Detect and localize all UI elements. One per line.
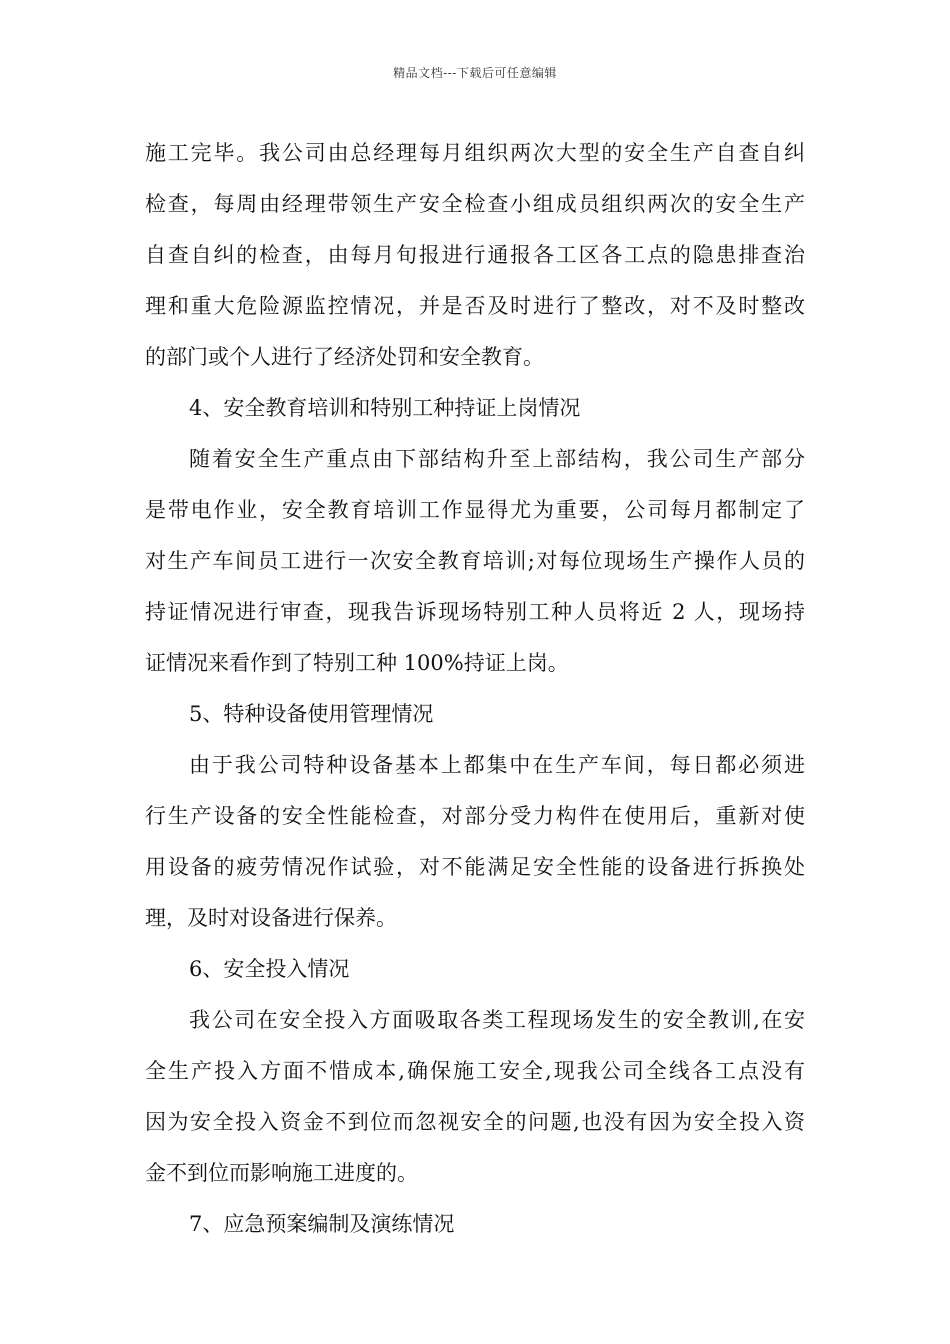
paragraph-line: 的部门或个人进行了经济处罚和安全教育。	[145, 345, 544, 369]
paragraph-line: 理，及时对设备进行保养。	[145, 906, 397, 930]
paragraph-line: 因为安全投入资金不到位而忽视安全的问题,也没有因为安全投入资	[145, 1110, 805, 1134]
paragraph-line: 用设备的疲劳情况作试验，对不能满足安全性能的设备进行拆换处	[145, 855, 805, 879]
section-heading: 7、应急预案编制及演练情况	[189, 1212, 455, 1236]
paragraph-line: 行生产设备的安全性能检查，对部分受力构件在使用后，重新对使	[145, 804, 805, 828]
paragraph-line: 施工完毕。我公司由总经理每月组织两次大型的安全生产自查自纠	[145, 141, 805, 165]
paragraph-line: 全生产投入方面不惜成本,确保施工安全,现我公司全线各工点没有	[145, 1059, 805, 1083]
paragraph-line: 金不到位而影响施工进度的。	[145, 1161, 418, 1185]
section-heading: 5、特种设备使用管理情况	[189, 702, 434, 726]
document-body	[145, 128, 805, 1250]
paragraph-line: 理和重大危险源监控情况，并是否及时进行了整改，对不及时整改	[145, 294, 805, 318]
paragraph-line: 检查，每周由经理带领生产安全检查小组成员组织两次的安全生产	[145, 192, 805, 216]
page-header: 精品文档---下载后可任意编辑	[393, 66, 557, 80]
section-heading: 6、安全投入情况	[189, 957, 350, 981]
paragraph-line: 证情况来看作到了特别工种 100%持证上岗。	[145, 651, 569, 675]
section-heading: 4、安全教育培训和特别工种持证上岗情况	[189, 396, 581, 420]
paragraph-line: 随着安全生产重点由下部结构升至上部结构，我公司生产部分	[189, 447, 805, 471]
paragraph-line: 自查自纠的检查，由每月旬报进行通报各工区各工点的隐患排查治	[145, 243, 805, 267]
paragraph-line: 持证情况进行审查，现我告诉现场特别工种人员将近 2 人，现场持	[145, 600, 805, 624]
paragraph-line: 我公司在安全投入方面吸取各类工程现场发生的安全教训,在安	[189, 1008, 805, 1032]
paragraph-line: 对生产车间员工进行一次安全教育培训;对每位现场生产操作人员的	[145, 549, 805, 573]
paragraph-line: 是带电作业，安全教育培训工作显得尤为重要，公司每月都制定了	[145, 498, 805, 522]
paragraph-line: 由于我公司特种设备基本上都集中在生产车间，每日都必须进	[189, 753, 805, 777]
